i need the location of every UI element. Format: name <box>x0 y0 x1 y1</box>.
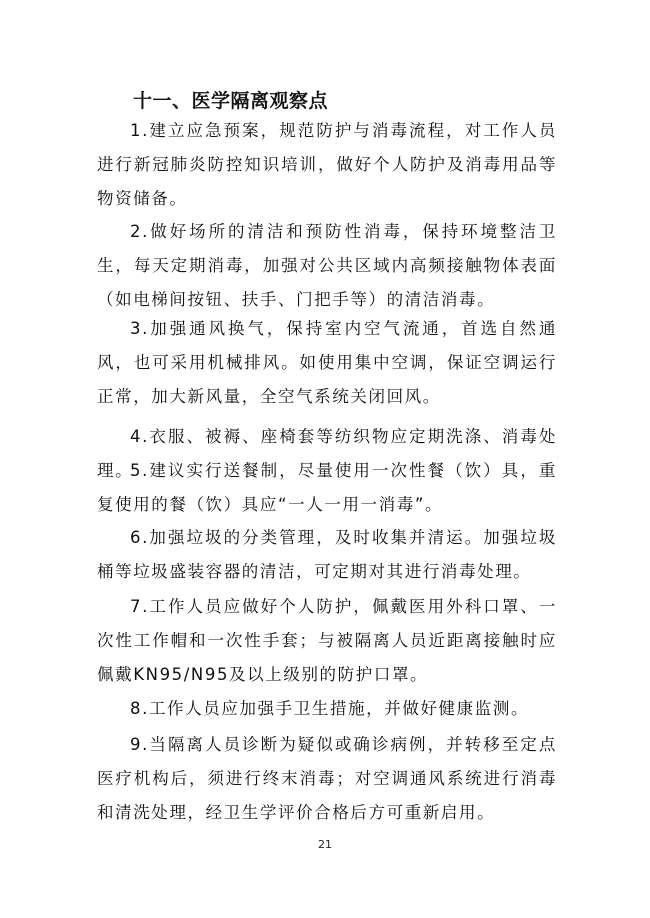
paragraph-2: 2.做好场所的清洁和预防性消毒，保持环境整洁卫生，每天定期消毒，加强对公共区域内高频接触物体表面（如电梯间按钮、扶手、门把手等）的清洁消毒。 <box>97 222 557 309</box>
paragraph-6: 6.加强垃圾的分类管理，及时收集并清运。加强垃圾桶等垃圾盛装容器的清洁，可定期对其进行消毒处理。 <box>97 528 557 581</box>
paragraph-4: 4.衣服、被褥、座椅套等纺织物应定期洗涤、消毒处理。 <box>97 427 557 480</box>
section-heading: 十一、医学隔离观察点 <box>133 90 329 112</box>
page-number: 21 <box>318 838 332 851</box>
paragraph-8: 8.工作人员应加强手卫生措施，并做好健康监测。 <box>130 699 530 718</box>
paragraph-5: 5.建议实行送餐制，尽量使用一次性餐（饮）具，重复使用的餐（饮）具应“一人一用一消毒”。 <box>97 461 557 514</box>
paragraph-3: 3.加强通风换气，保持室内空气流通，首选自然通风，也可采用机械排风。如使用集中空调，保证空调运行正常，加大新风量，全空气系统关闭回风。 <box>97 319 557 406</box>
paragraph-1: 1.建立应急预案，规范防护与消毒流程，对工作人员进行新冠肺炎防控知识培训，做好个人防护及消毒用品等物资储备。 <box>97 121 557 208</box>
paragraph-9: 9.当隔离人员诊断为疑似或确诊病例，并转移至定点医疗机构后，须进行终末消毒；对空调通风系统进行消毒和清洗处理，经卫生学评价合格后方可重新启用。 <box>97 735 557 822</box>
paragraph-7: 7.工作人员应做好个人防护，佩戴医用外科口罩、一次性工作帽和一次性手套；与被隔离人员近距离接触时应佩戴KN95/N95及以上级别的防护口罩。 <box>97 597 557 684</box>
